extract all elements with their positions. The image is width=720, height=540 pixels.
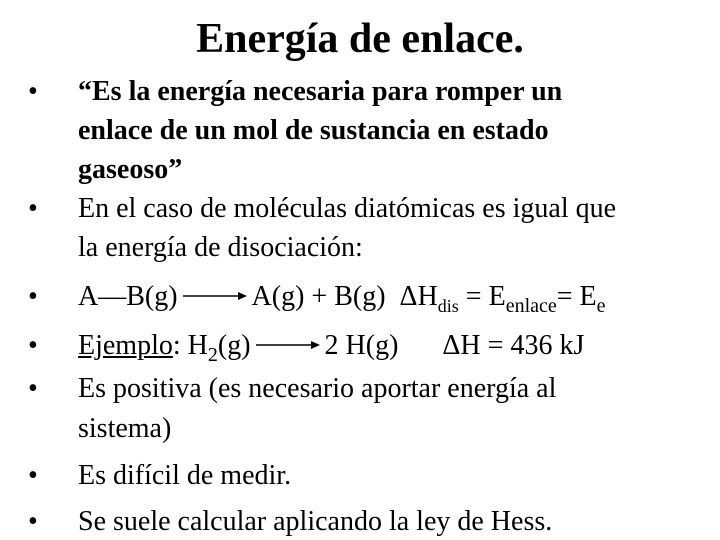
- bullet-marker: •: [28, 281, 38, 312]
- dis-subscript: dis: [437, 296, 459, 316]
- bullet-marker: •: [28, 373, 38, 404]
- slide-title: Energía de enlace.: [196, 16, 524, 62]
- equals-e: = E: [458, 281, 506, 312]
- example-product: 2 H(g): [324, 330, 399, 361]
- definition-line-2: enlace de un mol de sustancia en estado: [78, 115, 549, 146]
- equals-e2: = E: [556, 281, 597, 312]
- positive-line-1: Es positiva (es necesario aportar energía al: [78, 373, 557, 404]
- e-subscript: e: [596, 295, 606, 317]
- delta-h: ΔH: [399, 281, 438, 312]
- reaction-arrow-icon: [255, 340, 321, 350]
- bullet-marker: •: [28, 506, 38, 537]
- difficult-line: Es difícil de medir.: [78, 460, 292, 491]
- bullet-marker: •: [28, 460, 38, 491]
- enlace-subscript: enlace: [505, 295, 557, 317]
- reactant: A—B(g): [78, 281, 178, 312]
- reaction-arrow-icon: [182, 291, 248, 301]
- positive-line-2: sistema): [78, 413, 172, 444]
- bullet-marker: •: [28, 330, 38, 361]
- diatomic-line-1: En el caso de moléculas diatómicas es igual que: [78, 193, 617, 224]
- diatomic-line-2: la energía de disociación:: [78, 232, 363, 263]
- example-line: [78, 332, 584, 365]
- bullet-marker: •: [28, 193, 38, 224]
- example-label: Ejemplo: [78, 330, 173, 361]
- hess-line: Se suele calcular aplicando la ley de Hess.: [78, 506, 553, 537]
- example-colon: :: [172, 330, 181, 361]
- h-symbol: H: [180, 330, 208, 361]
- bullet-marker: •: [28, 76, 38, 107]
- products: A(g) + B(g): [251, 281, 386, 312]
- definition-line-1: “Es la energía necesaria para romper un: [78, 76, 563, 107]
- definition-line-3: [78, 156, 182, 184]
- definition-line-3-text: gaseoso”: [78, 154, 183, 185]
- dissociation-equation: [78, 283, 606, 316]
- example-result: ΔH = 436 kJ: [442, 330, 585, 361]
- gas-state: (g): [217, 330, 251, 361]
- h2-subscript: 2: [207, 344, 218, 366]
